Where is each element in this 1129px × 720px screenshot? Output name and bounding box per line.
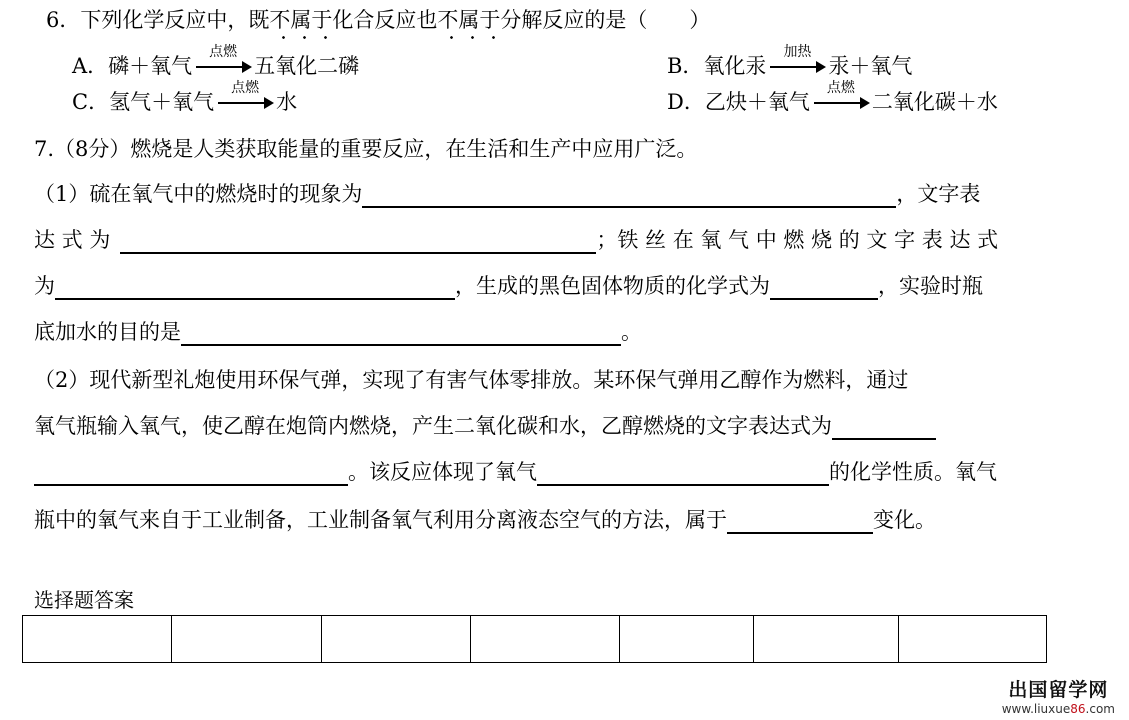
answer-blank[interactable]: [120, 230, 596, 254]
q6-stem-mid: 化合反应也: [332, 8, 438, 32]
answer-blank[interactable]: [55, 276, 455, 300]
q6-stem-post: 分解反应的是（ ）: [500, 8, 711, 32]
products: 汞＋氧气: [828, 54, 913, 78]
q7-part2-line1: （2）现代新型礼炮使用环保气弹，实现了有害气体零排放。某环保气弹用乙醇作为燃料，通过: [34, 368, 909, 392]
answer-table: [22, 615, 1047, 663]
reaction-arrow-icon: [194, 44, 252, 80]
watermark-cn: 出国留学网: [1008, 679, 1109, 701]
answer-blank[interactable]: [770, 276, 878, 300]
q7-title: 7.（8分）燃烧是人类获取能量的重要反应，在生活和生产中应用广泛。: [34, 137, 698, 161]
q6-option-b[interactable]: [667, 44, 913, 80]
text: 变化。: [873, 508, 936, 532]
text: （1）硫在氧气中的燃烧时的现象为: [34, 182, 363, 206]
text: 氧气瓶输入氧气，使乙醇在炮筒内燃烧，产生二氧化碳和水，乙醇燃烧的文字表达式为: [34, 414, 832, 438]
q6-stem-emphasis-2: 不属于: [437, 8, 501, 32]
text: ，实验时瓶: [878, 274, 983, 298]
answer-section-label: 选择题答案: [34, 588, 134, 612]
option-letter: A．: [72, 54, 109, 78]
answer-cell[interactable]: [23, 616, 172, 663]
answer-cell[interactable]: [754, 616, 899, 663]
text: 。: [621, 320, 642, 344]
reaction-condition: 点燃: [231, 80, 260, 96]
q7-part2-line2: [34, 412, 936, 440]
watermark-url-post: .com: [1085, 702, 1115, 716]
option-letter: C．: [72, 90, 110, 114]
q7-part1-line2: [34, 226, 998, 254]
watermark-url: [1002, 702, 1115, 716]
products: 水: [276, 90, 298, 114]
watermark-logo: [1002, 675, 1115, 716]
text: 为: [34, 274, 55, 298]
answer-cell[interactable]: [471, 616, 620, 663]
answer-cell[interactable]: [322, 616, 471, 663]
reactants: 磷＋氧气: [108, 54, 193, 78]
text: 达 式 为: [34, 228, 111, 252]
reaction-arrow-icon: [768, 44, 826, 80]
text: 瓶中的氧气来自于工业制备，工业制备氧气利用分离液态空气的方法，属于: [34, 508, 727, 532]
answer-cell[interactable]: [172, 616, 322, 663]
text: ，生成的黑色固体物质的化学式为: [455, 274, 770, 298]
reaction-condition: 点燃: [826, 80, 855, 96]
option-letter: B．: [667, 54, 704, 78]
watermark-url-number: 86: [1070, 702, 1086, 716]
q6-stem-pre: 6．下列化学反应中，既: [46, 8, 270, 32]
products: 二氧化碳＋水: [871, 90, 998, 114]
q6-option-c[interactable]: [72, 80, 298, 116]
answer-blank[interactable]: [181, 322, 621, 346]
answer-cell[interactable]: [620, 616, 754, 663]
q6-option-a[interactable]: [72, 44, 360, 80]
q7-part1-line4: [34, 318, 642, 346]
answer-blank[interactable]: [832, 416, 936, 440]
q7-part2-line4: [34, 506, 936, 534]
reactants: 乙炔＋氧气: [704, 90, 810, 114]
reaction-condition: 点燃: [209, 44, 238, 60]
option-letter: D．: [667, 90, 705, 114]
reaction-arrow-icon: [216, 80, 274, 116]
products: 五氧化二磷: [254, 54, 360, 78]
text: ；铁 丝 在 氧 气 中 燃 烧 的 文 字 表 达 式: [596, 228, 999, 252]
answer-cell[interactable]: [899, 616, 1047, 663]
text: 底加水的目的是: [34, 320, 181, 344]
watermark-url-pre: www.liuxue: [1001, 702, 1071, 716]
answer-blank[interactable]: [362, 184, 896, 208]
answer-blank[interactable]: [727, 510, 873, 534]
reactants: 氢气＋氧气: [109, 90, 215, 114]
text: ，文字表: [896, 182, 981, 206]
reactants: 氧化汞: [703, 54, 767, 78]
reaction-arrow-icon: [812, 80, 870, 116]
text: 。该反应体现了氧气: [348, 460, 537, 484]
text: 的化学性质。氧气: [829, 460, 997, 484]
q6-stem-emphasis-1: 不属于: [269, 8, 333, 32]
q7-part1-line3: [34, 272, 983, 300]
table-row: [23, 616, 1047, 663]
q6-option-d[interactable]: [667, 80, 998, 116]
q6-stem: [46, 6, 710, 34]
answer-blank[interactable]: [34, 462, 348, 486]
answer-blank[interactable]: [537, 462, 829, 486]
reaction-condition: 加热: [783, 44, 812, 60]
q7-part1-line1: [34, 180, 980, 208]
q7-part2-line3: [34, 458, 997, 486]
